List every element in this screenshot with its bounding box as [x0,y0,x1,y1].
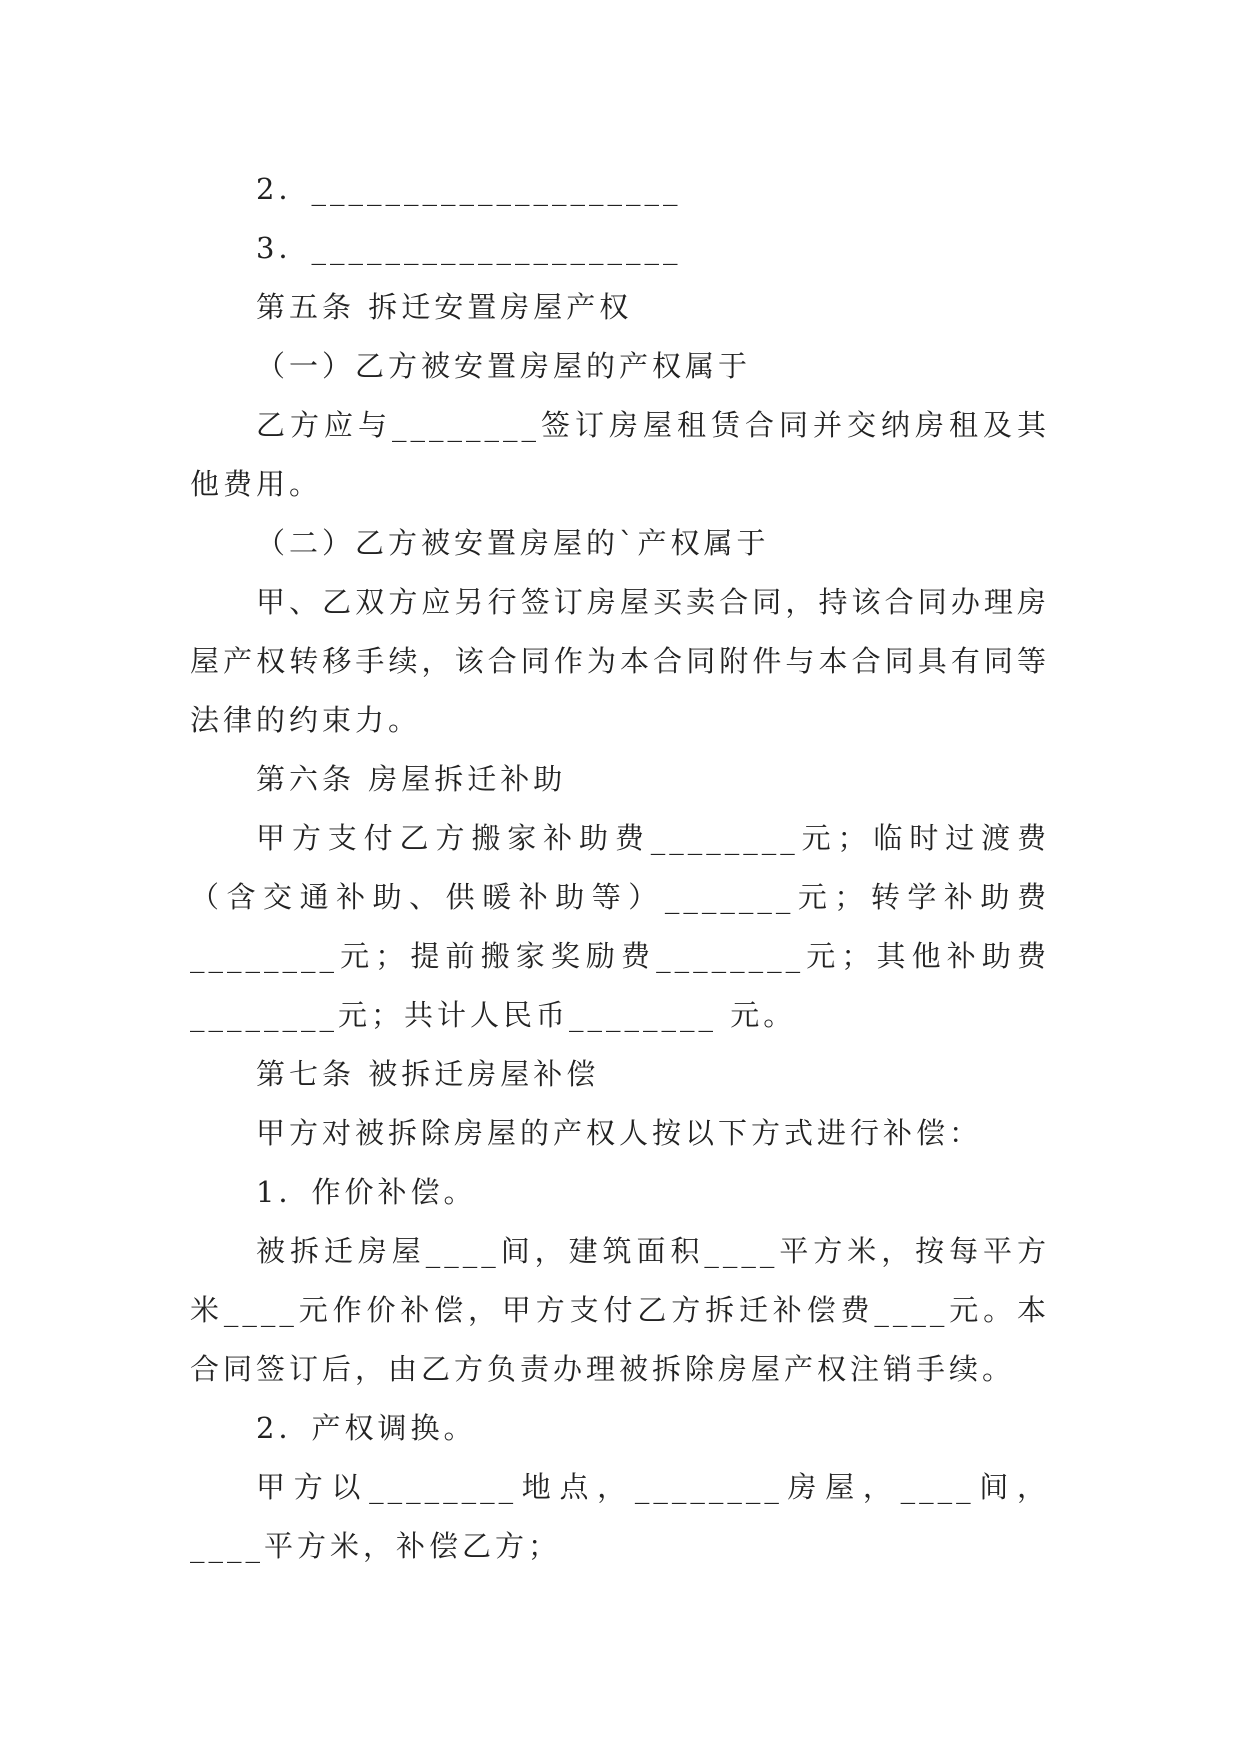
article-7-heading: 第七条 被拆迁房屋补偿 [256,1057,600,1091]
article-7-item-1: 1．作价补偿。 [256,1175,477,1209]
blank-item-2: 2．____________________ [256,172,682,206]
article-5-clause-2-text: 甲、乙双方应另行签订房屋买卖合同，持该合同办理房屋产权转移手续，该合同作为本合同附件与本合同具有同等法律的约束力。 [190,585,1050,737]
article-6-heading: 第六条 房屋拆迁补助 [256,762,567,796]
article-6-text: 甲方支付乙方搬家补助费________元；临时过渡费（含交通补助、供暖补助等）_______元；转学补助费________元；提前搬家奖励费________元；其他补助费________元；共计人民币________ 元。 [190,821,1050,1032]
article-5-clause-2: （二）乙方被安置房屋的`产权属于 [256,526,770,560]
article-5-heading: 第五条 拆迁安置房屋产权 [256,290,633,324]
article-7-item-2-text: 甲方以________地点，________房屋，____间，____平方米，补偿乙方； [190,1470,1050,1563]
document-body [190,160,1050,1576]
article-5-clause-1-text: 乙方应与________签订房屋租赁合同并交纳房租及其他费用。 [190,408,1050,501]
article-7-item-1-text: 被拆迁房屋____间，建筑面积____平方米，按每平方米____元作价补偿，甲方支付乙方拆迁补偿费____元。本合同签订后，由乙方负责办理被拆除房屋产权注销手续。 [190,1234,1050,1386]
article-7-item-2: 2．产权调换。 [256,1411,477,1445]
article-7-intro: 甲方对被拆除房屋的产权人按以下方式进行补偿： [256,1116,983,1150]
article-5-clause-1: （一）乙方被安置房屋的产权属于 [256,349,752,383]
blank-item-3: 3．____________________ [256,231,682,265]
